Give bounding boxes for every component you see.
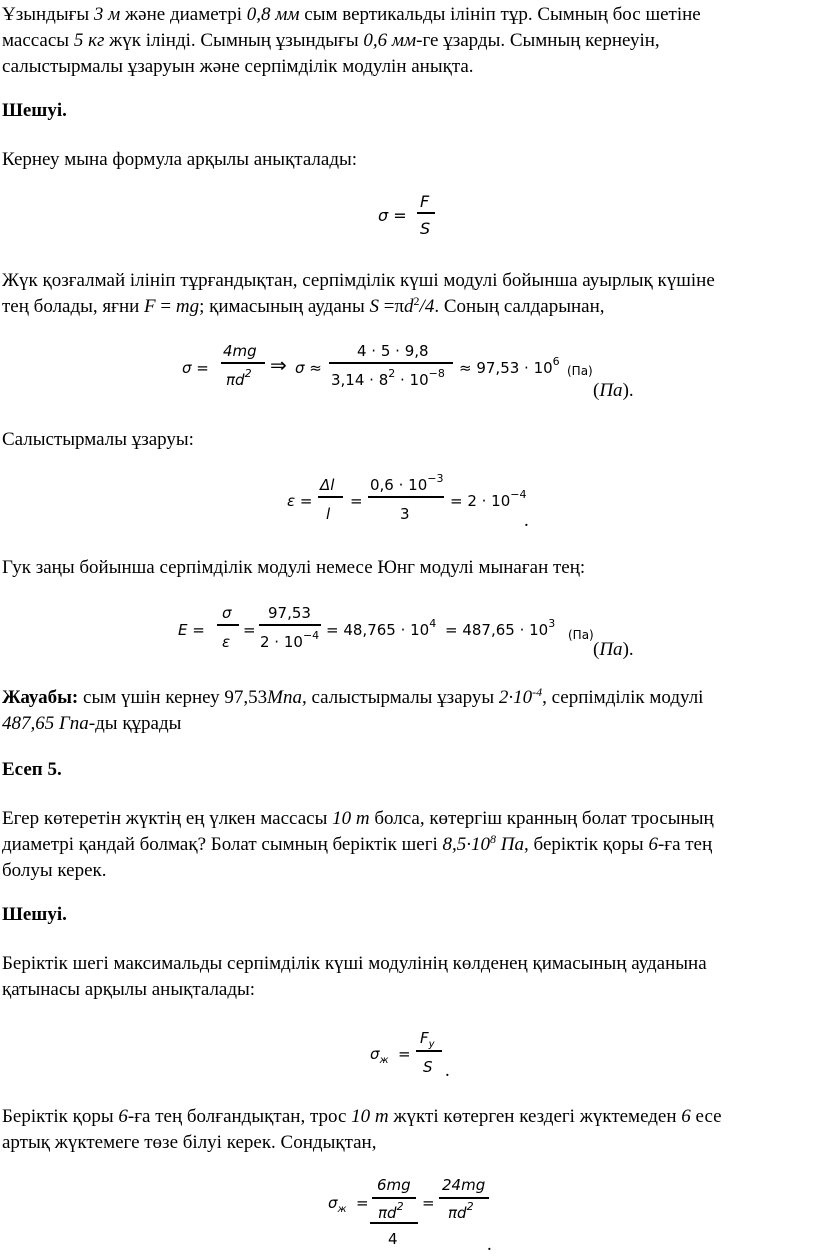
formula-denominator: [331, 367, 445, 395]
formula-denominator: 3: [400, 505, 410, 523]
formula-lhs: σ ≈: [295, 359, 322, 377]
unit-pa: Па: [496, 834, 525, 855]
text-run: ; қимасының ауданы: [199, 296, 370, 317]
problem-text: [2, 2, 808, 80]
exponent: −8: [428, 367, 445, 380]
formula-result: [326, 617, 436, 645]
text-run: болуы керек.: [2, 860, 107, 881]
paragraph: Гук заңы бойынша серпімділік модулі немесе Юнг модулі мынаған тең:: [2, 557, 586, 578]
modulus-value: 487,65 Гпа: [2, 713, 89, 734]
var-d: d: [404, 296, 414, 317]
formula-numerator: 97,53: [268, 604, 311, 622]
fraction-bar: [372, 1197, 416, 1199]
formula-denominator: S: [420, 219, 431, 238]
exponent: -4: [532, 685, 543, 699]
numerator-text: F: [420, 1029, 429, 1047]
unit-label: (Па): [568, 628, 594, 642]
solution-heading: Шешуі.: [2, 904, 67, 925]
formula-denominator: [448, 1200, 474, 1228]
text-run: . Соның салдарынан,: [434, 296, 605, 317]
answer-label: Жауабы:: [2, 687, 79, 708]
subscript: у: [428, 1039, 435, 1050]
paragraph: [2, 1104, 808, 1156]
exponent: 8: [490, 832, 497, 846]
var-div4: /4: [419, 296, 435, 317]
answer-paragraph: [2, 685, 808, 737]
diameter-value: 0,8 мм: [246, 4, 300, 25]
text-run: Беріктік шегі максимальды серпімділік күші модулінің көлденең қимасының ауданына: [2, 953, 707, 974]
text-run: (: [593, 380, 600, 401]
text-run: жүк ілінді. Сымның ұзындығы: [104, 30, 364, 51]
exponent: 2: [466, 1200, 474, 1213]
unit-note: [593, 637, 634, 663]
problem-text: [2, 806, 808, 884]
text-run: есе: [690, 1106, 722, 1127]
result-text: = 2 · 10: [450, 492, 511, 510]
formula-lhs: σ =: [182, 359, 209, 377]
text-run: диаметрі қандай болмақ? Болат сымның беріктік шегі: [2, 834, 443, 855]
fraction-bar: [221, 362, 265, 364]
formula-result: [450, 488, 527, 516]
subscript: ж: [337, 1204, 347, 1215]
formula-numerator: F: [420, 192, 430, 211]
numerator-text: 0,6 · 10: [370, 476, 428, 494]
formula-result: [445, 617, 555, 645]
var-s: S: [369, 296, 379, 317]
result-text: = 48,765 · 10: [326, 621, 430, 639]
paragraph: Салыстырмалы ұзаруы:: [2, 429, 194, 450]
exponent: −4: [302, 629, 320, 642]
text-run: =π: [378, 296, 405, 317]
multiplier: 6: [681, 1106, 691, 1127]
unit-note: [593, 378, 634, 404]
fraction-bar: [329, 362, 453, 364]
paragraph: Кернеу мына формула арқылы анықталады:: [2, 149, 358, 170]
sigma-symbol: σ: [370, 1045, 380, 1063]
equals-sign: =: [398, 1045, 411, 1063]
fraction-bar: [368, 496, 444, 498]
result-text: ≈ 97,53 · 10: [459, 359, 553, 377]
formula-lhs: ε =: [287, 492, 313, 510]
denominator-text: πd: [448, 1204, 467, 1222]
formula-numerator: 24mg: [442, 1176, 486, 1194]
subscript: ж: [379, 1055, 389, 1066]
equals-sign: =: [350, 492, 363, 510]
exponent: 6: [552, 355, 560, 368]
formula-denominator: S: [423, 1058, 433, 1076]
text-run: ).: [622, 380, 634, 401]
elongation-value: 0,6 мм: [363, 30, 417, 51]
formula-lhs: [328, 1190, 347, 1223]
text-run: массасы: [2, 30, 74, 51]
fraction-bar: [318, 496, 343, 498]
fraction-bar: [439, 1197, 489, 1199]
exponent: −4: [510, 488, 527, 501]
text-run: =: [155, 296, 176, 317]
mass-value: 10 т: [332, 808, 370, 829]
exponent: 2: [244, 367, 252, 380]
length-value: 3 м: [93, 4, 121, 25]
exponent: 2: [413, 294, 420, 308]
safety-factor: 6: [118, 1106, 128, 1127]
text-run: , беріктік қоры: [524, 834, 649, 855]
exponent: 4: [429, 617, 437, 630]
text-run: тең болады, яғни: [2, 296, 145, 317]
period: .: [487, 1234, 492, 1255]
text-run: -ға тең болғандықтан, трос: [127, 1106, 352, 1127]
formula-numerator: 6mg: [377, 1176, 411, 1194]
var-f: F: [144, 296, 156, 317]
denominator-text: πd: [378, 1204, 397, 1222]
var-mg: mg: [175, 296, 200, 317]
text-run: Беріктік қоры: [2, 1106, 119, 1127]
sigma-symbol: σ: [328, 1194, 338, 1212]
text-run: және диаметрі: [120, 4, 247, 25]
equals-sign: =: [356, 1194, 369, 1212]
formula-lhs: E =: [178, 621, 205, 639]
formula-numerator: Δl: [320, 476, 335, 494]
text-run: сым үшін кернеу 97,53: [78, 687, 268, 708]
formula-denominator: ε: [222, 633, 231, 651]
formula-denominator: [260, 629, 319, 657]
unit-pa: Па: [599, 639, 623, 660]
equals-sign: =: [243, 621, 256, 639]
exponent: 2: [388, 367, 396, 380]
period: .: [524, 510, 529, 531]
formula-numerator: 4 · 5 · 9,8: [357, 342, 429, 360]
text-run: (: [593, 639, 600, 660]
formula-denominator: 4: [388, 1230, 398, 1248]
text-run: сым вертикальды ілініп тұр. Сымның бос шетіне: [299, 4, 701, 25]
fraction-bar: [370, 1222, 418, 1224]
text-run: артық жүктемеге төзе білуі керек. Сондықтан,: [2, 1132, 377, 1153]
text-run: , салыстырмалы ұзаруы: [301, 687, 499, 708]
fraction-bar: [259, 624, 321, 626]
solution-heading: Шешуі.: [2, 100, 67, 121]
denominator-text: 2 · 10: [260, 633, 303, 651]
equals-sign: =: [422, 1194, 435, 1212]
formula-numerator: 4mg: [223, 342, 257, 360]
text-run: -ға тең: [657, 834, 713, 855]
exponent: 3: [548, 617, 556, 630]
text-run: -ге ұзарды. Сымның кернеуін,: [416, 30, 660, 51]
period: .: [445, 1060, 450, 1081]
formula-denominator: l: [326, 505, 331, 523]
task-heading: Есеп 5.: [2, 759, 62, 780]
formula-lhs: σ =: [378, 206, 407, 225]
denominator-text: · 10: [395, 371, 429, 389]
fraction-bar: [217, 624, 239, 626]
exponent: −3: [427, 472, 444, 485]
safety-factor: 6: [648, 834, 658, 855]
text-run: -ды құрады: [88, 713, 182, 734]
paragraph: [2, 268, 808, 320]
unit-pa: Па: [599, 380, 623, 401]
formula-lhs: [370, 1041, 389, 1074]
unit-mpa: Мпа: [267, 687, 302, 708]
strain-value: 2·10: [498, 687, 533, 708]
denominator-text: πd: [226, 371, 245, 389]
text-run: ).: [622, 639, 634, 660]
text-run: қатынасы арқылы анықталады:: [2, 979, 256, 1000]
text-run: жүкті көтерген кездегі жүктемеден: [388, 1106, 682, 1127]
mass-value: 10 т: [351, 1106, 389, 1127]
text-run: Егер көтеретін жүктің ең үлкен массасы: [2, 808, 333, 829]
text-run: Жүк қозғалмай ілініп тұрғандықтан, серпімділік күші модулі бойынша ауырлық күшіне: [2, 270, 715, 291]
formula-denominator: [226, 367, 252, 395]
denominator-text: 3,14 · 8: [331, 371, 389, 389]
implies-arrow: ⇒: [270, 353, 287, 377]
unit-label: (Па): [567, 364, 593, 378]
formula-denominator: [378, 1200, 404, 1228]
mass-value: 5 кг: [73, 30, 105, 51]
formula-result: [459, 355, 560, 383]
fraction-bar: [417, 212, 435, 214]
fraction-bar: [416, 1050, 442, 1052]
exponent: 2: [396, 1200, 404, 1213]
text-run: салыстырмалы ұзаруын және серпімділік модулін анықта.: [2, 56, 474, 77]
text-run: болса, көтергіш кранның болат тросының: [369, 808, 714, 829]
paragraph: [2, 951, 808, 1003]
strength-value: 8,5·10: [442, 834, 491, 855]
text-run: Ұзындығы: [2, 4, 94, 25]
formula-numerator: σ: [222, 604, 232, 622]
result-text: = 487,65 · 10: [445, 621, 549, 639]
text-run: , серпімділік модулі: [542, 687, 704, 708]
